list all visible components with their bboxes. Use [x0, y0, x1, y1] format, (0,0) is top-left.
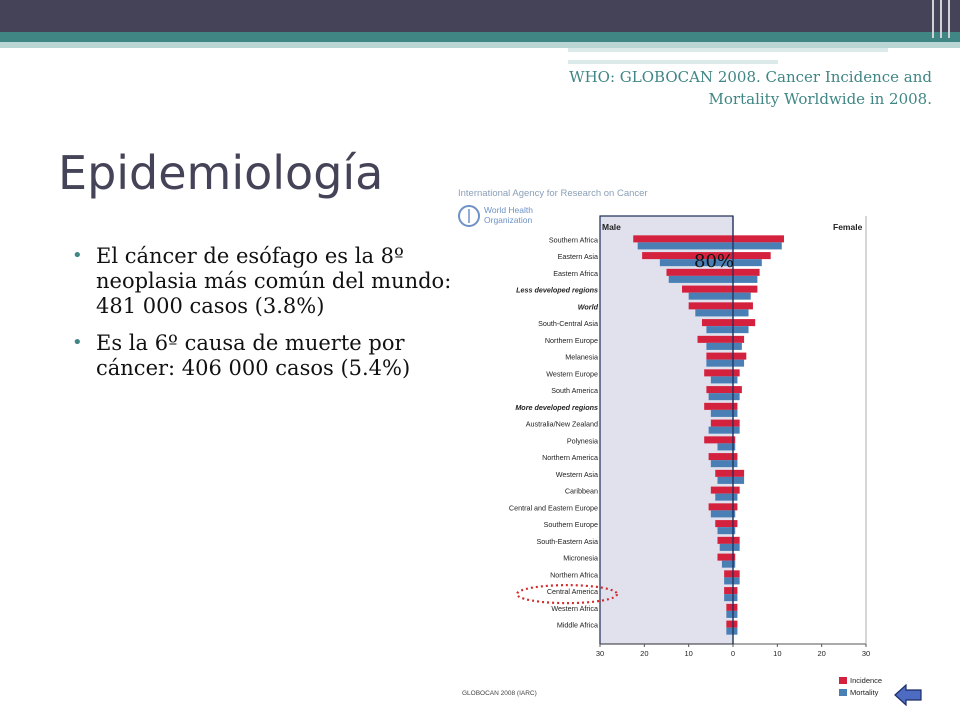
- org-name-line-1: World Health: [484, 205, 533, 215]
- teal-bar: [0, 32, 960, 42]
- mortality-bar-female: [733, 577, 740, 584]
- category-label: Central and Eastern Europe: [508, 503, 598, 513]
- mortality-bar-female: [733, 259, 762, 266]
- mortality-bar-female: [733, 326, 749, 333]
- chart-header: International Agency for Research on Cancer: [458, 188, 648, 199]
- incidence-bar-male: [715, 470, 733, 477]
- incidence-bar-male: [717, 537, 733, 544]
- category-label: Australia/New Zealand: [525, 419, 598, 429]
- incidence-bar-male: [706, 353, 733, 360]
- bullet-text: El cáncer de esófago es la 8º neoplasia más común del mundo: 481 000 casos (3.8%): [96, 244, 452, 318]
- female-label: Female: [833, 222, 863, 232]
- incidence-bar-male: [711, 487, 733, 494]
- decor-line: [940, 0, 942, 38]
- category-label: Western Asia: [555, 469, 598, 479]
- mortality-bar-male: [720, 544, 733, 551]
- chart-footer: GLOBOCAN 2008 (IARC): [462, 690, 537, 697]
- incidence-bar-female: [733, 503, 737, 510]
- incidence-bar-male: [724, 587, 733, 594]
- mortality-bar-female: [733, 460, 737, 467]
- category-label: Melanesia: [565, 352, 598, 362]
- mortality-bar-male: [669, 276, 733, 283]
- category-label: South-Eastern Asia: [536, 536, 598, 546]
- mortality-bar-female: [733, 376, 737, 383]
- x-tick-label: 0: [730, 649, 736, 658]
- incidence-bar-female: [733, 336, 744, 343]
- mortality-bar-male: [709, 427, 733, 434]
- mortality-bar-male: [695, 309, 733, 316]
- light-bar-short: [568, 48, 888, 52]
- incidence-bar-female: [733, 537, 740, 544]
- source-line-2: Mortality Worldwide in 2008.: [708, 90, 932, 108]
- category-label: Northern Europe: [544, 335, 598, 345]
- incidence-bar-male: [709, 453, 733, 460]
- incidence-bar-female: [733, 252, 771, 259]
- incidence-bar-male: [702, 319, 733, 326]
- category-label: Western Africa: [551, 603, 598, 613]
- mortality-bar-female: [733, 276, 757, 283]
- annotation-80-percent: 80%: [694, 251, 735, 272]
- incidence-bar-male: [726, 604, 733, 611]
- category-label: South America: [551, 386, 598, 396]
- mortality-bar-female: [733, 544, 740, 551]
- x-tick-label: 10: [684, 649, 693, 658]
- incidence-bar-female: [733, 520, 737, 527]
- incidence-bar-female: [733, 302, 753, 309]
- incidence-bar-male: [682, 286, 733, 293]
- source-line-1: WHO: GLOBOCAN 2008. Cancer Incidence and: [569, 68, 932, 86]
- mortality-bar-male: [715, 494, 733, 501]
- mortality-bar-female: [733, 360, 744, 367]
- mortality-bar-male: [722, 561, 733, 568]
- mortality-bar-male: [711, 460, 733, 467]
- slide-title: Epidemiología: [58, 146, 384, 200]
- incidence-bar-female: [733, 604, 737, 611]
- incidence-bar-male: [715, 520, 733, 527]
- mortality-bar-female: [733, 242, 782, 249]
- mortality-bar-male: [724, 577, 733, 584]
- incidence-bar-male: [633, 235, 733, 242]
- category-label: Caribbean: [564, 486, 598, 496]
- x-tick-label: 30: [595, 649, 605, 658]
- mortality-bar-female: [733, 309, 749, 316]
- category-label: Southern Africa: [548, 235, 598, 245]
- legend-swatch: [839, 677, 847, 684]
- legend-swatch: [839, 689, 847, 696]
- incidence-bar-female: [733, 269, 760, 276]
- mortality-bar-male: [724, 594, 733, 601]
- incidence-bar-female: [733, 369, 740, 376]
- mortality-bar-male: [717, 527, 733, 534]
- incidence-bar-male: [717, 554, 733, 561]
- category-label: Middle Africa: [556, 620, 598, 630]
- mortality-bar-male: [717, 477, 733, 484]
- incidence-bar-female: [733, 420, 740, 427]
- bullet-dot-icon: •: [72, 332, 83, 353]
- incidence-bar-female: [733, 470, 744, 477]
- mortality-bar-male: [726, 611, 733, 618]
- bullet-text: Es la 6º causa de muerte por cáncer: 406 000 casos (5.4%): [96, 331, 411, 380]
- incidence-bar-male: [704, 403, 733, 410]
- legend-label: Incidence: [850, 676, 883, 685]
- source-citation: [532, 66, 932, 110]
- legend-label: Mortality: [850, 688, 879, 697]
- incidence-bar-male: [709, 503, 733, 510]
- incidence-bar-male: [704, 369, 733, 376]
- incidence-bar-male: [689, 302, 733, 309]
- mortality-bar-female: [733, 477, 744, 484]
- incidence-bar-male: [698, 336, 733, 343]
- top-bar: [0, 0, 960, 32]
- incidence-bar-male: [704, 436, 733, 443]
- back-arrow-icon[interactable]: [894, 684, 922, 706]
- male-label: Male: [602, 222, 621, 232]
- mortality-bar-female: [733, 343, 742, 350]
- plot-area: [509, 216, 882, 697]
- category-label: Southern Europe: [543, 520, 598, 530]
- incidence-bar-male: [726, 621, 733, 628]
- decor-line: [948, 0, 950, 38]
- incidence-bar-female: [733, 453, 737, 460]
- incidence-bar-female: [733, 386, 742, 393]
- category-label: More developed regions: [515, 402, 598, 412]
- mortality-bar-male: [706, 326, 733, 333]
- incidence-bar-female: [733, 235, 784, 242]
- bullet-list: [70, 244, 460, 393]
- bullet-item: [70, 331, 460, 381]
- mortality-bar-male: [706, 343, 733, 350]
- mortality-bar-male: [706, 360, 733, 367]
- category-label: Western Europe: [546, 369, 598, 379]
- x-tick-label: 30: [861, 649, 871, 658]
- incidence-bar-female: [733, 319, 755, 326]
- category-label: Central America: [546, 587, 598, 597]
- incidence-bar-male: [724, 570, 733, 577]
- incidence-bar-male: [706, 386, 733, 393]
- incidence-bar-female: [733, 403, 737, 410]
- category-label: Northern America: [542, 453, 598, 463]
- category-label: Eastern Asia: [557, 252, 598, 262]
- x-tick-label: 10: [773, 649, 782, 658]
- category-label: South-Central Asia: [538, 319, 598, 329]
- incidence-bar-female: [733, 286, 757, 293]
- mortality-bar-female: [733, 628, 737, 635]
- mortality-bar-female: [733, 611, 737, 618]
- mortality-bar-male: [709, 393, 733, 400]
- incidence-bar-female: [733, 587, 737, 594]
- mortality-bar-female: [733, 494, 737, 501]
- category-label: Micronesia: [563, 553, 598, 563]
- mortality-bar-female: [733, 393, 740, 400]
- category-label: Eastern Africa: [553, 268, 598, 278]
- mortality-bar-female: [733, 594, 737, 601]
- x-tick-label: 20: [817, 649, 826, 658]
- bullet-dot-icon: •: [72, 245, 83, 266]
- mortality-bar-female: [733, 410, 737, 417]
- light-bar-short-2: [568, 60, 778, 64]
- incidence-bar-male: [711, 420, 733, 427]
- mortality-bar-male: [717, 443, 733, 450]
- esophageal-cancer-chart: [450, 182, 940, 712]
- x-tick-label: 20: [640, 649, 649, 658]
- incidence-bar-female: [733, 570, 740, 577]
- category-label: Polynesia: [566, 436, 598, 446]
- incidence-bar-female: [733, 487, 740, 494]
- mortality-bar-male: [689, 293, 733, 300]
- bullet-item: [70, 244, 460, 319]
- org-name-line-2: Organization: [484, 215, 533, 225]
- incidence-bar-female: [733, 353, 746, 360]
- category-label: World: [577, 302, 598, 312]
- mortality-bar-female: [733, 427, 740, 434]
- mortality-bar-male: [711, 376, 733, 383]
- mortality-bar-male: [726, 628, 733, 635]
- category-label: Less developed regions: [516, 285, 598, 295]
- decor-line: [932, 0, 934, 38]
- mortality-bar-female: [733, 293, 751, 300]
- category-label: Northern Africa: [550, 570, 598, 580]
- mortality-bar-male: [711, 510, 733, 517]
- incidence-bar-female: [733, 621, 737, 628]
- mortality-bar-male: [638, 242, 733, 249]
- mortality-bar-male: [711, 410, 733, 417]
